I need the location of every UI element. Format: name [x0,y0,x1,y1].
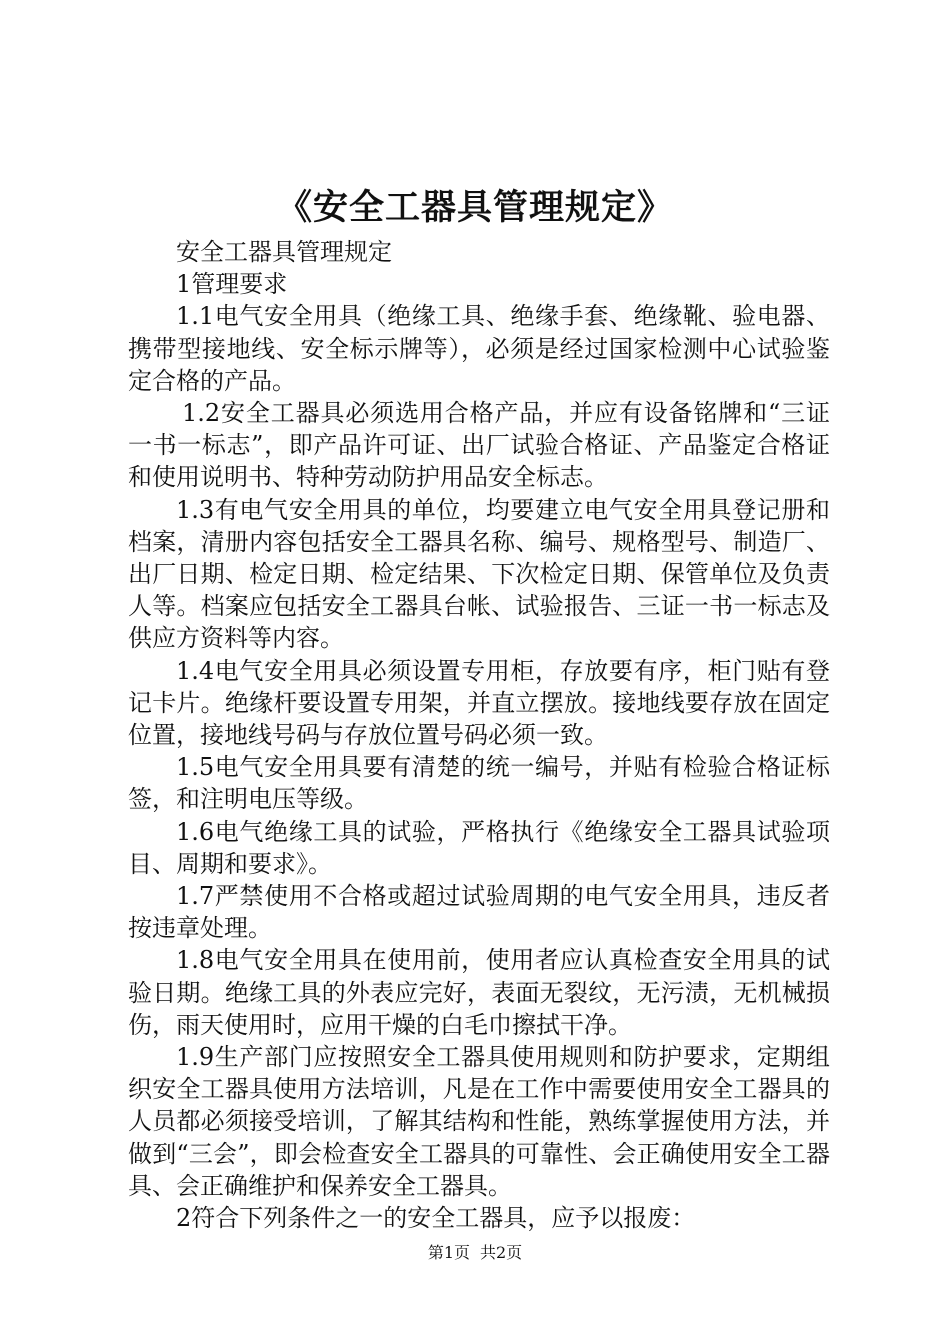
document-title: 《安全工器具管理规定》 [276,187,673,228]
paragraph-1-3: 1.3有电气安全用具的单位，均要建立电气安全用具登记册和档案，清册内容包括安全工器具名称、编号、规格型号、制造厂、出厂日期、检定日期、检定结果、下次检定日期、保管单位及负责人等。档案应包括安全工器具台帐、试验报告、三证一书一标志及供应方资料等内容。 [128,495,830,653]
page-number: 第1页 [427,1243,470,1262]
paragraph-section-1: 1管理要求 [176,270,288,299]
paragraph-1-6: 1.6电气绝缘工具的试验，严格执行《绝缘安全工器具试验项目、周期和要求》。 [128,817,830,878]
paragraph-1-1: 1.1电气安全用具（绝缘工具、绝缘手套、绝缘靴、验电器、携带型接地线、安全标示牌等），必须是经过国家检测中心试验鉴定合格的产品。 [128,302,830,395]
document-body [128,236,830,1234]
paragraph-1-9: 1.9生产部门应按照安全工器具使用规则和防护要求，定期组织安全工器具使用方法培训，凡是在工作中需要使用安全工器具的人员都必须接受培训，了解其结构和性能，熟练掌握使用方法，并做到“三会”，即会检查安全工器具的可靠性、会正确使用安全工器具、会正确维护和保养安全工器具。 [128,1043,830,1200]
paragraph-1-7: 1.7严禁使用不合格或超过试验周期的电气安全用具，违反者按违章处理。 [128,882,830,943]
page-footer [0,1243,950,1263]
paragraph-1-5: 1.5电气安全用具要有清楚的统一编号，并贴有检验合格证标签，和注明电压等级。 [128,753,830,814]
page-total: 共2页 [480,1243,523,1262]
paragraph-1-8: 1.8电气安全用具在使用前，使用者应认真检查安全用具的试验日期。绝缘工具的外表应完好，表面无裂纹，无污渍，无机械损伤，雨天使用时，应用干燥的白毛巾擦拭干净。 [128,946,830,1039]
paragraph-subtitle: 安全工器具管理规定 [176,238,392,266]
paragraph-section-2: 2符合下列条件之一的安全工器具，应予以报废： [176,1204,696,1233]
paragraph-1-4: 1.4电气安全用具必须设置专用柜，存放要有序，柜门贴有登记卡片。绝缘杆要设置专用架，并直立摆放。接地线要存放在固定位置，接地线号码与存放位置号码必须一致。 [128,656,830,750]
paragraph-1-2: 1.2安全工器具必须选用合格产品，并应有设备铭牌和“三证一书一标志”，即产品许可证、出厂试验合格证、产品鉴定合格证和使用说明书、特种劳动防护用品安全标志。 [128,399,830,492]
